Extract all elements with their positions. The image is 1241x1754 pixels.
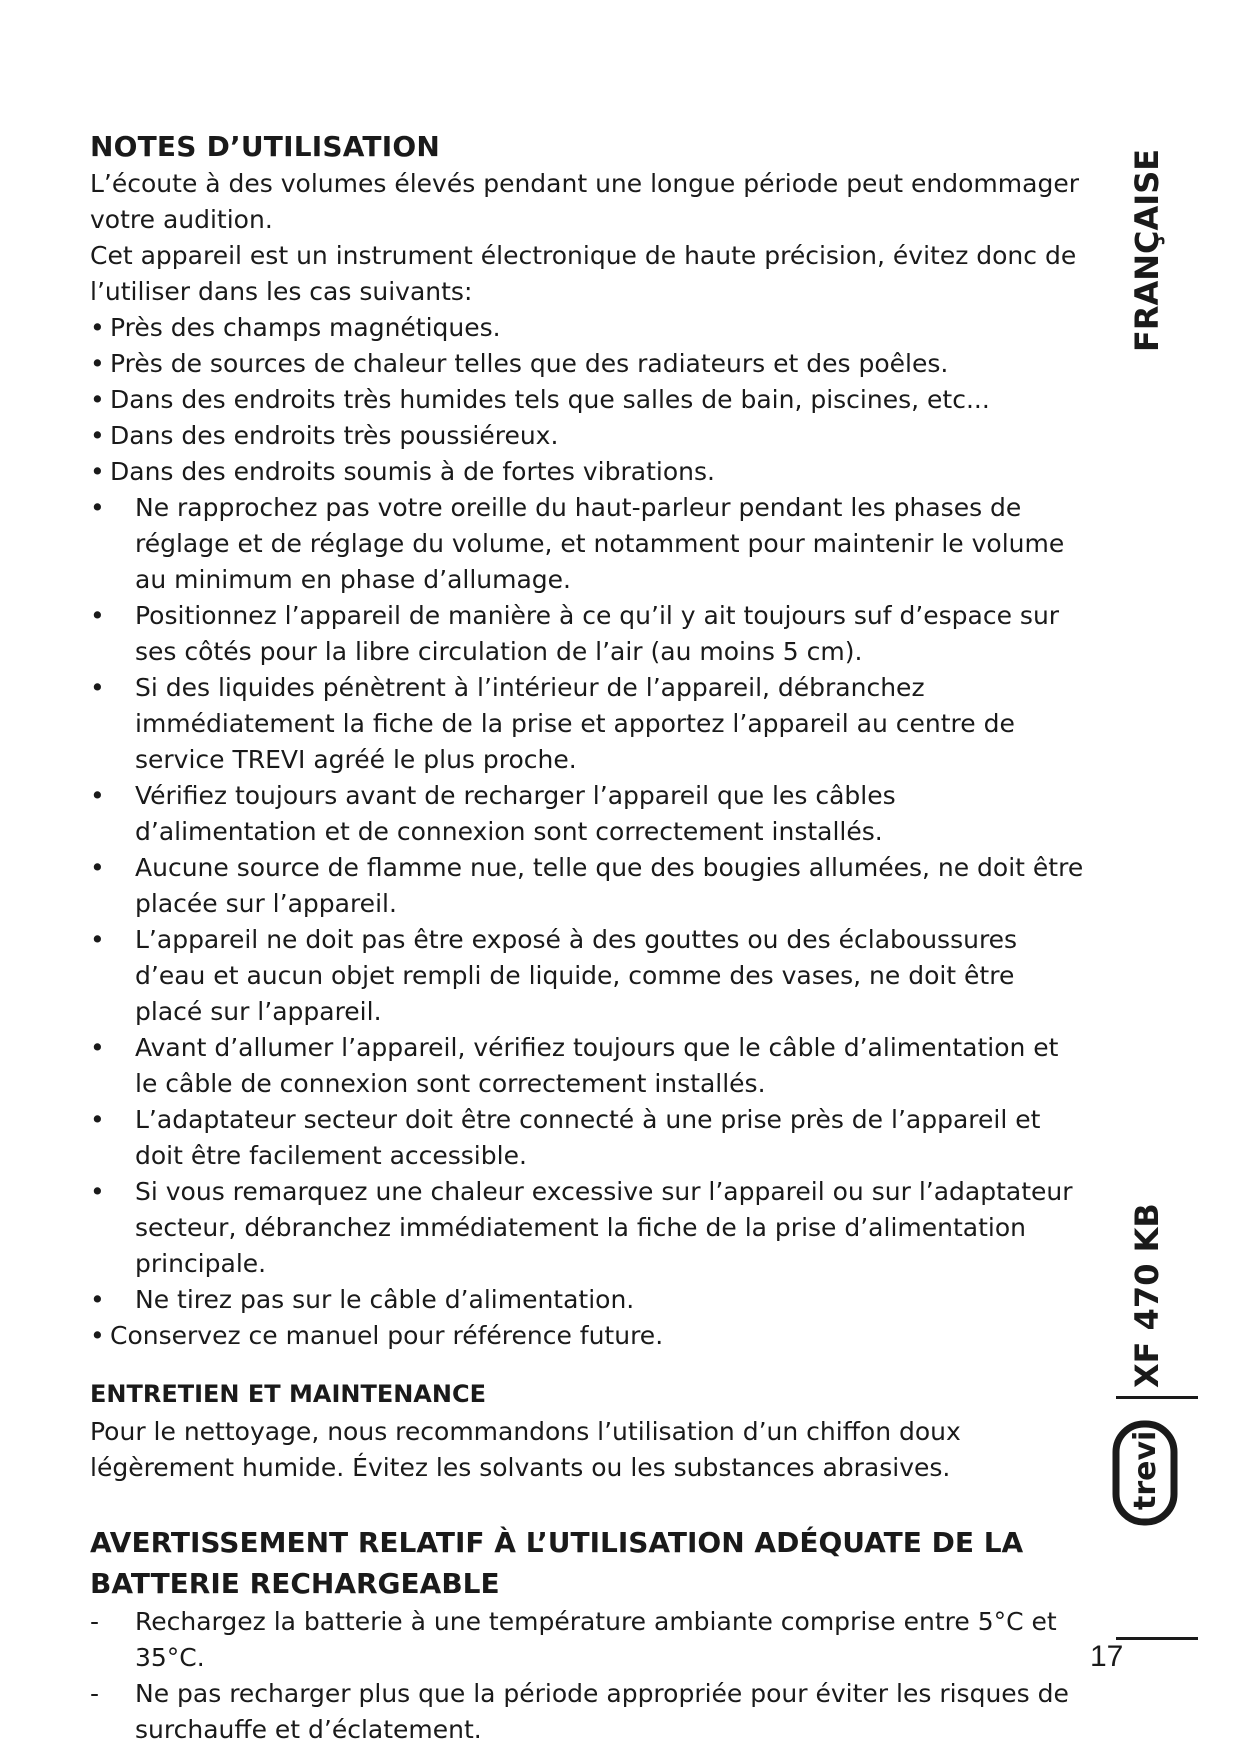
list-item: • Dans des endroits très poussiéreux. xyxy=(90,421,559,450)
list-item: • Avant d’allumer l’appareil, vérifiez toujours que le câble d’alimentation et le câble de connexion sont correctement installés. xyxy=(90,1033,1059,1098)
list-item: • Ne tirez pas sur le câble d’alimentation. xyxy=(90,1285,635,1314)
maintenance-text: Pour le nettoyage, nous recommandons l’utilisation d’un chiffon doux légèrement humide. Évitez les solvants ou les substances abrasives. xyxy=(90,1417,961,1482)
list-item: • Aucune source de flamme nue, telle que des bougies allumées, ne doit être placée sur l’appareil. xyxy=(90,853,1084,918)
main-content xyxy=(90,130,1090,1748)
trevi-logo xyxy=(1110,1418,1180,1528)
list-item: • Vérifiez toujours avant de recharger l’appareil que les câbles d’alimentation et de connexion sont correctement installés. xyxy=(90,781,896,846)
battery-title: AVERTISSEMENT RELATIF À L’UTILISATION ADÉQUATE DE LA BATTERIE RECHARGEABLE xyxy=(90,1526,1024,1600)
brand-text: trevi xyxy=(1128,1430,1163,1510)
list-item: • Près de sources de chaleur telles que des radiateurs et des poêles. xyxy=(90,349,949,378)
maintenance-title: ENTRETIEN ET MAINTENANCE xyxy=(90,1380,486,1408)
list-item: • Conservez ce manuel pour référence future. xyxy=(90,1321,664,1350)
list-item: - Rechargez la batterie à une température ambiante comprise entre 5°C et 35°C. xyxy=(90,1607,1057,1672)
list-item: • L’appareil ne doit pas être exposé à des gouttes ou des éclaboussures d’eau et aucun objet rempli de liquide, comme des vases, ne doit être placé sur l’appareil. xyxy=(90,925,1018,1026)
list-item: • Si vous remarquez une chaleur excessive sur l’appareil ou sur l’adaptateur secteur, débranchez immédiatement la fiche de la prise d’alimentation principale. xyxy=(90,1177,1073,1278)
list-item: - Ne pas recharger plus que la période appropriée pour éviter les risques de surchauffe et d’éclatement. xyxy=(90,1679,1069,1744)
list-item: • L’adaptateur secteur doit être connecté à une prise près de l’appareil et doit être facilement accessible. xyxy=(90,1105,1041,1170)
battery-list xyxy=(90,1604,1090,1748)
list-item: • Ne rapprochez pas votre oreille du haut-parleur pendant les phases de réglage et de réglage du volume, et notamment pour maintenir le volume au minimum en phase d’allumage. xyxy=(90,493,1065,594)
list-item: • Dans des endroits soumis à de fortes vibrations. xyxy=(90,457,715,486)
list-item: • Près des champs magnétiques. xyxy=(90,313,501,342)
language-label: FRANÇAISE xyxy=(1128,148,1166,352)
divider xyxy=(1116,1637,1198,1640)
model-label: XF 470 KB xyxy=(1128,1203,1166,1388)
notes-intro-2: Cet appareil est un instrument électronique de haute précision, évitez donc de l’utiliser dans les cas suivants: xyxy=(90,241,1077,306)
notes-list xyxy=(90,310,1090,1354)
list-item: • Dans des endroits très humides tels que salles de bain, piscines, etc... xyxy=(90,385,990,414)
list-item: • Positionnez l’appareil de manière à ce qu’il y ait toujours suf d’espace sur ses côtés pour la libre circulation de l’air (au moins 5 cm). xyxy=(90,601,1060,666)
notes-title: NOTES D’UTILISATION xyxy=(90,130,440,163)
page-number: 17 xyxy=(1090,1640,1124,1673)
notes-intro-1: L’écoute à des volumes élevés pendant une longue période peut endommager votre audition. xyxy=(90,169,1079,234)
list-item: • Si des liquides pénètrent à l’intérieur de l’appareil, débranchez immédiatement la fiche de la prise et apportez l’appareil au centre de service TREVI agréé le plus proche. xyxy=(90,673,1015,774)
divider xyxy=(1116,1396,1198,1399)
